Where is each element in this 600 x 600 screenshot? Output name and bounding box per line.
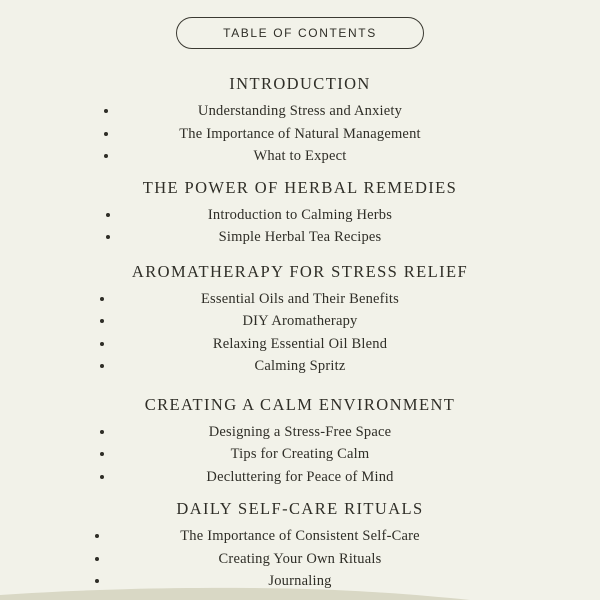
toc-item — [0, 226, 600, 249]
table-of-contents-label: TABLE OF CONTENTS — [223, 26, 377, 40]
bullet-icon — [95, 579, 99, 583]
toc-item — [0, 548, 600, 571]
toc-item — [0, 145, 600, 168]
section-heading: DAILY SELF-CARE RITUALS — [176, 499, 424, 518]
toc-item — [0, 466, 600, 489]
bullet-icon — [100, 430, 104, 434]
section-item-list — [0, 100, 600, 168]
bullet-icon — [100, 452, 104, 456]
section-item-list — [0, 288, 600, 378]
toc-item-label: Tips for Creating Calm — [230, 446, 370, 462]
toc-item — [0, 123, 600, 146]
bullet-icon — [106, 235, 110, 239]
bullet-icon — [104, 109, 108, 113]
toc-item — [0, 525, 600, 548]
bullet-icon — [100, 297, 104, 301]
toc-item-label: Essential Oils and Their Benefits — [200, 290, 400, 307]
section-item-list — [0, 525, 600, 593]
toc-item-label: Decluttering for Peace of Mind — [206, 468, 394, 485]
toc-section — [0, 177, 600, 249]
toc-item — [0, 204, 600, 227]
toc-item-label: DIY Aromatherapy — [242, 313, 358, 329]
toc-item — [0, 288, 600, 311]
section-heading: AROMATHERAPY FOR STRESS RELIEF — [131, 261, 469, 281]
bullet-icon — [100, 364, 104, 368]
toc-item-label: Introduction to Calming Herbs — [207, 206, 393, 223]
toc-item — [0, 100, 600, 123]
toc-section — [0, 73, 600, 168]
toc-section — [0, 394, 600, 489]
bullet-icon — [104, 132, 108, 136]
toc-item-label: What to Expect — [253, 148, 347, 164]
toc-section — [0, 261, 600, 378]
table-of-contents-badge — [176, 17, 424, 49]
toc-item — [0, 421, 600, 444]
bullet-icon — [100, 342, 104, 346]
toc-section — [0, 498, 600, 593]
toc-sections — [0, 73, 600, 593]
bullet-icon — [100, 319, 104, 323]
section-item-list — [0, 204, 600, 249]
toc-item-label: Journaling — [268, 573, 332, 589]
bullet-icon — [95, 557, 99, 561]
toc-item — [0, 333, 600, 356]
toc-item-label: Simple Herbal Tea Recipes — [218, 229, 382, 245]
section-heading: THE POWER OF HERBAL REMEDIES — [142, 177, 458, 197]
toc-item-label: Understanding Stress and Anxiety — [197, 103, 403, 119]
bullet-icon — [104, 154, 108, 158]
toc-item-label: Creating Your Own Rituals — [218, 550, 382, 567]
toc-item-label: Relaxing Essential Oil Blend — [212, 335, 388, 352]
section-item-list — [0, 421, 600, 489]
toc-item-label: The Importance of Consistent Self-Care — [180, 528, 420, 544]
toc-item-label: Calming Spritz — [254, 358, 346, 374]
toc-item — [0, 355, 600, 378]
toc-item-label: Designing a Stress-Free Space — [208, 423, 392, 440]
toc-item-label: The Importance of Natural Management — [179, 125, 421, 142]
bullet-icon — [95, 534, 99, 538]
toc-item — [0, 443, 600, 466]
bullet-icon — [106, 213, 110, 217]
toc-item — [0, 310, 600, 333]
toc-item — [0, 570, 600, 593]
bullet-icon — [100, 475, 104, 479]
section-heading: CREATING A CALM ENVIRONMENT — [144, 394, 456, 414]
section-heading: INTRODUCTION — [229, 74, 371, 93]
